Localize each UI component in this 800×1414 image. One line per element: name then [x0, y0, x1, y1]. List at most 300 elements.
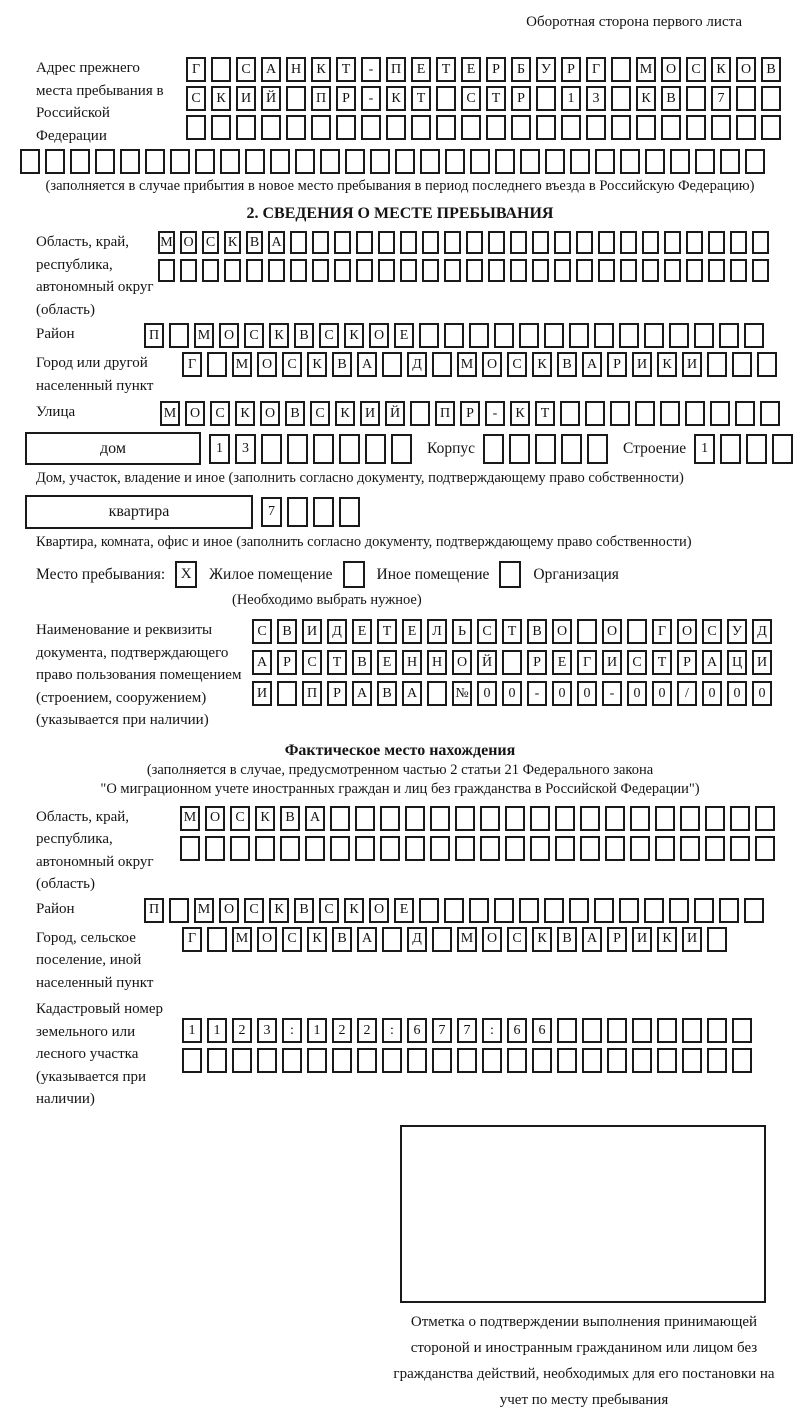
char-cell: К [235, 401, 255, 426]
cadastre-row-1 [182, 1018, 757, 1043]
char-cell [400, 231, 417, 254]
apartment-type-box: квартира [25, 495, 253, 529]
actual-district-label: Район [36, 900, 75, 917]
char-cell [735, 401, 755, 426]
char-cell [400, 259, 417, 282]
char-cell: 2 [232, 1018, 252, 1043]
char-cell: И [252, 681, 272, 706]
char-cell: № [452, 681, 472, 706]
char-cell: А [702, 650, 722, 675]
char-cell [655, 806, 675, 831]
char-cell [680, 806, 700, 831]
char-cell: Р [607, 927, 627, 952]
char-cell: И [682, 352, 702, 377]
char-cell [680, 836, 700, 861]
char-cell [598, 259, 615, 282]
char-cell: В [277, 619, 297, 644]
char-cell: А [268, 231, 285, 254]
char-cell: К [344, 898, 364, 923]
actual-region-block [36, 806, 800, 896]
char-cell: С [210, 401, 230, 426]
char-cell [312, 259, 329, 282]
char-cell: Р [527, 650, 547, 675]
char-cell [494, 323, 514, 348]
char-cell: Й [477, 650, 497, 675]
char-cell: 0 [552, 681, 572, 706]
char-cell [730, 806, 750, 831]
stay-type-hint: (Необходимо выбрать нужное) [232, 592, 422, 608]
char-cell [632, 1048, 652, 1073]
char-cell [257, 1048, 277, 1073]
char-cell: 3 [586, 86, 606, 111]
char-cell [532, 1048, 552, 1073]
char-cell: А [402, 681, 422, 706]
char-cell [695, 149, 715, 174]
char-cell: К [311, 57, 331, 82]
char-cell: - [527, 681, 547, 706]
char-cell: Т [652, 650, 672, 675]
char-cell: С [282, 352, 302, 377]
char-cell [469, 898, 489, 923]
char-cell: 7 [261, 497, 282, 527]
char-cell [586, 115, 606, 140]
char-cell: О [661, 57, 681, 82]
char-cell [295, 149, 315, 174]
char-cell [757, 352, 777, 377]
char-cell [480, 836, 500, 861]
actual-region-rows [180, 806, 780, 866]
char-cell [195, 149, 215, 174]
char-cell [370, 149, 390, 174]
char-cell [619, 898, 639, 923]
char-cell [207, 927, 227, 952]
char-cell: 6 [507, 1018, 527, 1043]
char-cell: В [527, 619, 547, 644]
char-cell [236, 115, 256, 140]
char-cell: / [677, 681, 697, 706]
char-cell [694, 898, 714, 923]
char-cell [576, 259, 593, 282]
region-row-1 [158, 231, 774, 254]
char-cell [483, 434, 504, 464]
prev-address-row-2 [186, 86, 786, 111]
char-cell: Е [352, 619, 372, 644]
char-cell [752, 231, 769, 254]
char-cell: Р [327, 681, 347, 706]
char-cell [682, 1018, 702, 1043]
char-cell [730, 259, 747, 282]
char-cell: Т [535, 401, 555, 426]
char-cell [736, 86, 756, 111]
char-cell: - [485, 401, 505, 426]
char-cell: М [180, 806, 200, 831]
char-cell: М [457, 352, 477, 377]
apartment-cells [261, 497, 365, 527]
char-cell: В [332, 927, 352, 952]
char-cell [519, 898, 539, 923]
house-type-box: дом [25, 432, 201, 465]
char-cell: С [319, 898, 339, 923]
char-cell: Т [336, 57, 356, 82]
char-cell: 1 [561, 86, 581, 111]
char-cell [744, 898, 764, 923]
char-cell [502, 650, 522, 675]
confirmation-note: Отметка о подтверждении выполнения принимающей стороной и иностранным гражданином или лицом без гражданства действий, необходимых для его постановки на учет по месту пребывания [393, 1313, 775, 1409]
char-cell: Б [511, 57, 531, 82]
char-cell [611, 115, 631, 140]
char-cell: С [319, 323, 339, 348]
char-cell [655, 836, 675, 861]
char-cell [569, 898, 589, 923]
char-cell [505, 836, 525, 861]
char-cell [246, 259, 263, 282]
char-cell [332, 1048, 352, 1073]
char-cell: О [677, 619, 697, 644]
char-cell: А [357, 352, 377, 377]
char-cell [169, 898, 189, 923]
char-cell: М [194, 323, 214, 348]
char-cell: К [255, 806, 275, 831]
char-cell: И [602, 650, 622, 675]
char-cell [555, 806, 575, 831]
char-cell: М [158, 231, 175, 254]
char-cell [313, 434, 334, 464]
char-cell [422, 259, 439, 282]
char-cell [582, 1048, 602, 1073]
char-cell [598, 231, 615, 254]
char-cell [405, 806, 425, 831]
char-cell [761, 86, 781, 111]
char-cell [365, 434, 386, 464]
char-cell: 3 [235, 434, 256, 464]
char-cell [577, 619, 597, 644]
char-cell [645, 149, 665, 174]
char-cell [736, 115, 756, 140]
char-cell [224, 259, 241, 282]
char-cell [569, 323, 589, 348]
char-cell [334, 259, 351, 282]
house-caption: Дом, участок, владение и иное (заполнить согласно документу, подтверждающему право собственности) [36, 470, 684, 486]
char-cell: : [482, 1018, 502, 1043]
char-cell [657, 1048, 677, 1073]
char-cell: К [344, 323, 364, 348]
char-cell [532, 231, 549, 254]
confirmation-stamp-box [400, 1125, 766, 1303]
char-cell [755, 806, 775, 831]
char-cell: Ь [452, 619, 472, 644]
char-cell: Г [182, 927, 202, 952]
char-cell: О [260, 401, 280, 426]
document-row-2 [252, 650, 777, 675]
char-cell: У [536, 57, 556, 82]
char-cell: Г [182, 352, 202, 377]
char-cell: 7 [457, 1018, 477, 1043]
checkbox-residential: X [175, 561, 197, 588]
char-cell [70, 149, 90, 174]
prev-address-label: Адрес прежнего места пребывания в Российской Федерации [36, 60, 164, 144]
char-cell [410, 401, 430, 426]
char-cell [544, 323, 564, 348]
char-cell: 7 [711, 86, 731, 111]
char-cell [627, 619, 647, 644]
char-cell [120, 149, 140, 174]
char-cell [557, 1048, 577, 1073]
char-cell: К [657, 352, 677, 377]
char-cell [380, 806, 400, 831]
char-cell [610, 401, 630, 426]
char-cell: А [357, 927, 377, 952]
char-cell [510, 231, 527, 254]
char-cell: О [482, 927, 502, 952]
char-cell [746, 434, 767, 464]
char-cell [444, 323, 464, 348]
char-cell [685, 401, 705, 426]
char-cell [207, 352, 227, 377]
char-cell [95, 149, 115, 174]
char-cell: Г [577, 650, 597, 675]
house-number-cells [209, 434, 417, 464]
char-cell: К [335, 401, 355, 426]
char-cell [436, 86, 456, 111]
char-cell: О [552, 619, 572, 644]
char-cell: П [144, 898, 164, 923]
char-cell [182, 1048, 202, 1073]
char-cell [422, 231, 439, 254]
option-other-premises-label: Иное помещение [376, 565, 490, 583]
char-cell [594, 898, 614, 923]
char-cell [432, 1048, 452, 1073]
char-cell [705, 806, 725, 831]
char-cell [277, 681, 297, 706]
char-cell: И [752, 650, 772, 675]
char-cell [311, 115, 331, 140]
char-cell [207, 1048, 227, 1073]
char-cell: Т [377, 619, 397, 644]
char-cell: О [257, 927, 277, 952]
char-cell: С [282, 927, 302, 952]
char-cell [470, 149, 490, 174]
char-cell [694, 323, 714, 348]
char-cell [427, 681, 447, 706]
char-cell: С [507, 352, 527, 377]
district-row [144, 323, 769, 348]
char-cell [420, 149, 440, 174]
corner-note: Оборотная сторона первого листа [526, 14, 742, 30]
char-cell [530, 836, 550, 861]
char-cell: Н [286, 57, 306, 82]
char-cell [419, 323, 439, 348]
actual-region-row-2 [180, 836, 780, 861]
char-cell [560, 401, 580, 426]
char-cell [469, 323, 489, 348]
char-cell: И [632, 927, 652, 952]
char-cell: С [686, 57, 706, 82]
actual-location-caption-2: "О миграционном учете иностранных граждан и лиц без гражданства в Российской Федерации") [100, 780, 700, 797]
char-cell: К [269, 323, 289, 348]
char-cell [587, 434, 608, 464]
char-cell [345, 149, 365, 174]
char-cell [202, 259, 219, 282]
char-cell [382, 352, 402, 377]
char-cell [445, 149, 465, 174]
actual-location-title: Фактическое место нахождения [284, 741, 516, 759]
char-cell [357, 1048, 377, 1073]
char-cell [405, 836, 425, 861]
char-cell [386, 115, 406, 140]
char-cell: 0 [702, 681, 722, 706]
district-block [36, 323, 800, 348]
char-cell [535, 434, 556, 464]
char-cell [205, 836, 225, 861]
char-cell: 0 [652, 681, 672, 706]
char-cell [380, 836, 400, 861]
char-cell: К [307, 927, 327, 952]
char-cell: П [386, 57, 406, 82]
char-cell: П [435, 401, 455, 426]
char-cell [720, 434, 741, 464]
char-cell: В [332, 352, 352, 377]
char-cell [255, 836, 275, 861]
char-cell [482, 1048, 502, 1073]
char-cell: С [627, 650, 647, 675]
char-cell [20, 149, 40, 174]
region-row-2 [158, 259, 774, 282]
char-cell [530, 806, 550, 831]
char-cell: К [636, 86, 656, 111]
char-cell [382, 927, 402, 952]
korpus-label: Корпус [427, 439, 475, 457]
char-cell [391, 434, 412, 464]
char-cell: В [557, 352, 577, 377]
char-cell: С [310, 401, 330, 426]
char-cell [378, 259, 395, 282]
char-cell: Р [561, 57, 581, 82]
char-cell [642, 259, 659, 282]
char-cell: М [194, 898, 214, 923]
char-cell: Й [261, 86, 281, 111]
char-cell [330, 836, 350, 861]
char-cell: С [244, 898, 264, 923]
char-cell [536, 115, 556, 140]
char-cell: П [144, 323, 164, 348]
char-cell: В [352, 650, 372, 675]
char-cell [580, 836, 600, 861]
char-cell: Е [394, 898, 414, 923]
char-cell [752, 259, 769, 282]
char-cell [330, 806, 350, 831]
char-cell [320, 149, 340, 174]
street-block [36, 401, 800, 426]
char-cell: К [269, 898, 289, 923]
cadastre-row-2 [182, 1048, 757, 1073]
char-cell: Р [336, 86, 356, 111]
stroenie-label: Строение [623, 439, 687, 457]
char-cell [576, 231, 593, 254]
char-cell: О [257, 352, 277, 377]
char-cell [657, 1018, 677, 1043]
char-cell [594, 323, 614, 348]
char-cell: 0 [477, 681, 497, 706]
char-cell: С [202, 231, 219, 254]
char-cell [670, 149, 690, 174]
char-cell [660, 401, 680, 426]
char-cell [461, 115, 481, 140]
char-cell [554, 231, 571, 254]
region-label: Область, край, республика, автономный округ (область) [36, 234, 154, 318]
char-cell [532, 259, 549, 282]
char-cell: О [482, 352, 502, 377]
char-cell [313, 497, 334, 527]
char-cell: С [186, 86, 206, 111]
char-cell: Т [486, 86, 506, 111]
char-cell: К [224, 231, 241, 254]
char-cell: С [302, 650, 322, 675]
char-cell: - [602, 681, 622, 706]
char-cell [290, 231, 307, 254]
prev-address-block [36, 57, 800, 147]
char-cell: О [369, 323, 389, 348]
char-cell [419, 898, 439, 923]
stroenie-cells [694, 434, 798, 464]
char-cell: Т [327, 650, 347, 675]
char-cell [444, 259, 461, 282]
char-cell: Т [436, 57, 456, 82]
char-cell [334, 231, 351, 254]
char-cell: А [261, 57, 281, 82]
char-cell [630, 836, 650, 861]
char-cell: А [252, 650, 272, 675]
char-cell: 1 [207, 1018, 227, 1043]
char-cell [708, 231, 725, 254]
char-cell [744, 323, 764, 348]
char-cell [669, 898, 689, 923]
char-cell [480, 806, 500, 831]
char-cell: И [632, 352, 652, 377]
char-cell [619, 323, 639, 348]
char-cell [636, 115, 656, 140]
char-cell [611, 57, 631, 82]
char-cell: Р [460, 401, 480, 426]
char-cell [430, 806, 450, 831]
char-cell: О [219, 898, 239, 923]
char-cell [466, 231, 483, 254]
char-cell: О [736, 57, 756, 82]
region-block [36, 231, 800, 321]
char-cell [644, 323, 664, 348]
char-cell: 1 [694, 434, 715, 464]
char-cell: А [582, 927, 602, 952]
prev-address-caption: (заполняется в случае прибытия в новое место пребывания в период последнего въезда в Российскую Федерацию) [45, 178, 755, 194]
char-cell [555, 836, 575, 861]
char-cell: А [352, 681, 372, 706]
char-cell [760, 401, 780, 426]
char-cell: 2 [357, 1018, 377, 1043]
char-cell: О [219, 323, 239, 348]
char-cell: В [294, 323, 314, 348]
char-cell: С [461, 86, 481, 111]
char-cell [455, 806, 475, 831]
char-cell [307, 1048, 327, 1073]
char-cell: 3 [257, 1018, 277, 1043]
char-cell: И [302, 619, 322, 644]
char-cell: Г [652, 619, 672, 644]
char-cell [211, 57, 231, 82]
char-cell: Д [327, 619, 347, 644]
char-cell [312, 231, 329, 254]
char-cell [761, 115, 781, 140]
char-cell: М [232, 352, 252, 377]
char-cell: Е [402, 619, 422, 644]
